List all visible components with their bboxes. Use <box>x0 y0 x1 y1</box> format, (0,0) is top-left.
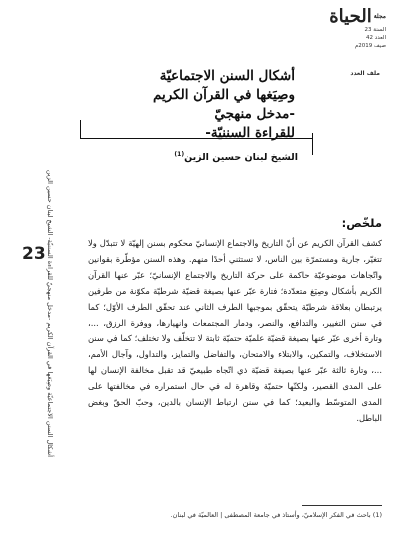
page-number: 23 <box>22 244 46 264</box>
title-line: للقراءة السننيّة- <box>205 125 295 141</box>
summary-heading: ملخّص: <box>341 216 382 230</box>
running-title <box>42 157 54 457</box>
title-line: وصِيَغها في القرآن الكريم <box>152 87 295 103</box>
title-line: -مدخل منهجيّ <box>214 106 295 122</box>
logo-sup: مجلة <box>373 13 386 20</box>
footnote: (1) باحث في الفكر الإسلاميّ، وأستاذ في جامعة المصطفى | العالميّة في لبنان. <box>170 511 382 519</box>
author-name: الشيخ لبنان حسين الزين <box>184 152 298 164</box>
article-author <box>174 151 298 163</box>
year-line: السنة 23 <box>364 27 386 33</box>
season-line: صيف 2019م <box>354 43 386 49</box>
summary-paragraph: كشف القرآن الكريم عن أنّ التاريخ والاجتماع الإنسانيّ محكوم بسنن إلهيّة لا تتبدّل ولا تتغيّر، جارية ومستمرّة بين الناس، لا تستثني أحدًا منهم. وهذه السنن مؤطّرة بقوانين واتّجاهات موضوعيّة حاكمة على حركة التاريخ والاجتماع الإنسانيّ؛ عبّر عنها القرآن الكريم بأشكال وصِيَغ متعدّدة؛ فتارة عبّر عنها بصيغة قضيّة شرطيّة مكوّنة من طرفين يرتبطان بعلاقة شرطيّة يتحقّق بموجبها الطرف الثاني عند تحقّق الطرف الأوّل؛ كما في سنن التغيير، والتدافع، والنصر، ودمار المجتمعات وانهيارها، ووفرة الرزق، ...، وتارة أخرى عبّر عنها بصيغة قضيّة علميّة حتميّة ثابتة لا تتخلّف ولا تختلف؛ كما في سنن الاستخلاف، والتمكين، والابتلاء والامتحان، والتفاضل والتمايز، والتداول، وآجال الأمم، ...، وتارة ثالثة عبّر عنها بصيغة قضيّة ذي اتّجاه طبيعيّ قد تقبل مخالفة الإنسان لها على المدى القصير، ولكنّها حتميّة وقاهرة له في حال استمراره في مخالفتها على المدى المتوسّط والبعيد؛ كما في سنن ارتباط الإنسان بالدين، وحبّ الحقّ وبغض الباطل. <box>88 238 382 423</box>
section-label: ملف العدد <box>350 70 380 77</box>
logo-text: الحياة <box>329 6 372 27</box>
summary-body <box>88 236 382 427</box>
journal-logo <box>329 6 386 27</box>
title-line: أشكال السنن الاجتماعيّة <box>159 68 295 84</box>
issue-line: العدد 42 <box>366 35 386 41</box>
journal-masthead <box>329 6 386 50</box>
author-footnote-ref: (1) <box>174 151 185 158</box>
title-bracket <box>80 120 313 139</box>
title-bracket-tick <box>312 133 313 155</box>
running-title-text: أشكال السنن الاجتماعيّة وصِيَغها في القرآن الكريم -مدخل منهجيّ للقراءة السننيّة- الشيخ لبنان حسين الزين <box>46 169 54 457</box>
footnote-divider <box>302 505 382 506</box>
